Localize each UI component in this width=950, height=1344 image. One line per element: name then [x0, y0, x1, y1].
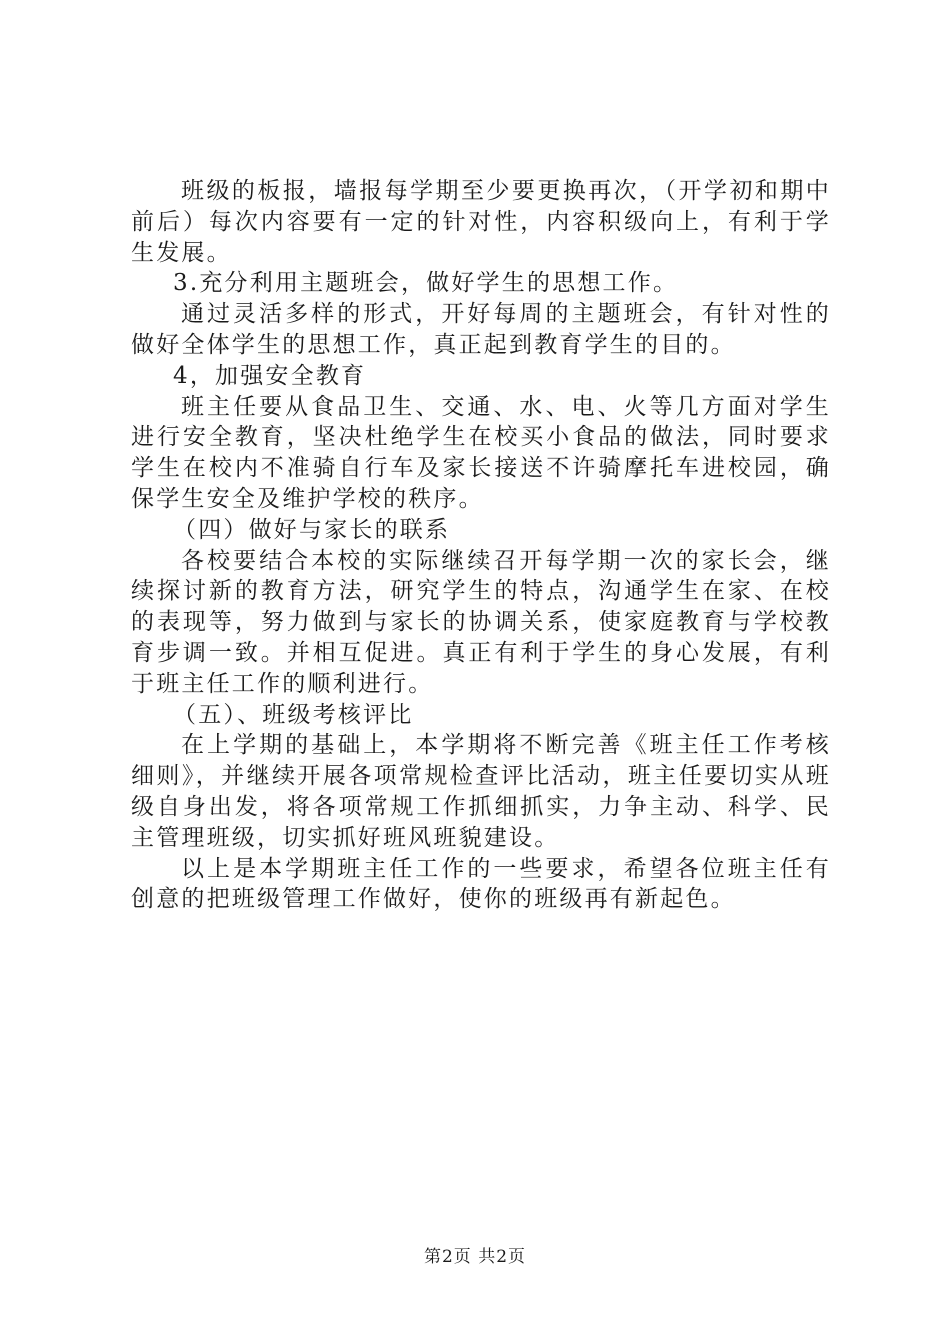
document-body: [131, 176, 831, 915]
paragraph-theme-meeting: 通过灵活多样的形式，开好每周的主题班会，有针对性的做好全体学生的思想工作，真正起到教育学生的目的。: [131, 301, 831, 358]
paragraph-blackboard: 班级的板报，墙报每学期至少要更换再次，（开学初和期中前后）每次内容要有一定的针对性，内容积级向上，有利于学生发展。: [131, 178, 831, 266]
heading-class-assessment: （五）、班级考核评比: [173, 701, 414, 728]
paragraph-class-assessment: 在上学期的基础上，本学期将不断完善《班主任工作考核细则》，并继续开展各项常规检查评比活动，班主任要切实从班级自身出发，将各项常规工作抓细抓实，力争主动、科学、民主管理班级，切实抓好班风班貌建设。: [131, 732, 831, 851]
paragraph-safety-education: 班主任要从食品卫生、交通、水、电、火等几方面对学生进行安全教育，坚决杜绝学生在校买小食品的做法，同时要求学生在校内不准骑自行车及家长接送不许骑摩托车进校园，确保学生安全及维护学校的秩序。: [131, 393, 831, 512]
heading-theme-meeting: 3.充分利用主题班会，做好学生的思想工作。: [173, 270, 679, 297]
paragraph-parent-contact: 各校要结合本校的实际继续召开每学期一次的家长会，继续探讨新的教育方法，研究学生的特点，沟通学生在家、在校的表现等，努力做到与家长的协调关系，使家庭教育与学校教育步调一致。并相互促进。真正有利于学生的身心发展，有利于班主任工作的顺利进行。: [131, 547, 831, 697]
page-footer: 第2页 共2页: [423, 1247, 527, 1267]
heading-safety-education: 4，加强安全教育: [173, 362, 367, 389]
paragraph-conclusion: 以上是本学期班主任工作的一些要求，希望各位班主任有创意的把班级管理工作做好，使你的班级再有新起色。: [131, 855, 831, 913]
heading-parent-contact: （四）做好与家长的联系: [173, 516, 451, 543]
